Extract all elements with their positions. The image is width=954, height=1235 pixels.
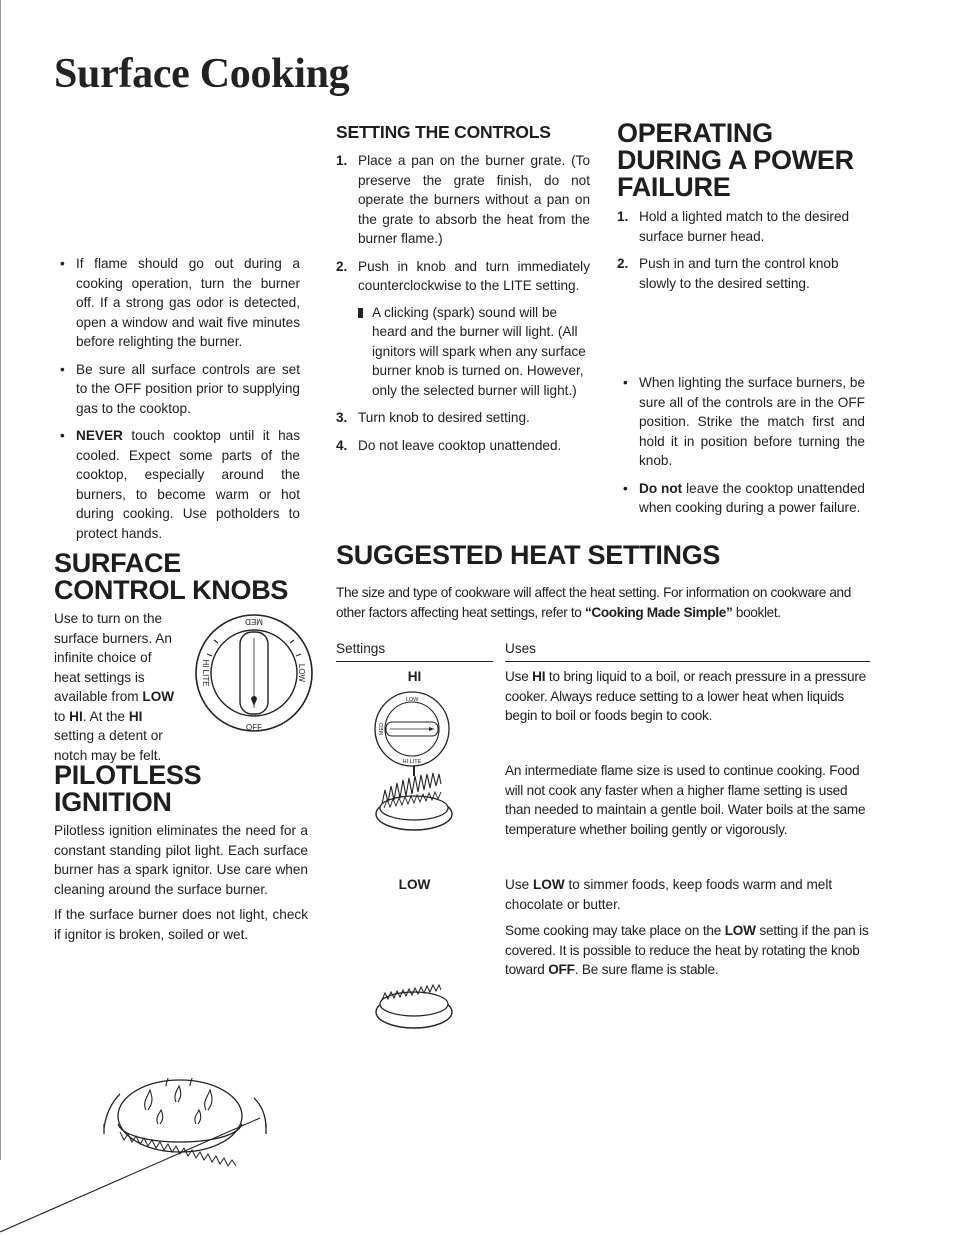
small-dial-hilite-label: HI LITE — [402, 759, 422, 765]
knobs-heading: SURFACE CONTROL KNOBS — [54, 548, 289, 605]
medium-setting-use: An intermediate flame size is used to continue cooking. Food will not cook any faster when a higher flame setting is used than needed to maintain a gentle boil. Water boils at the same temperature whether boiling gently or vigorously. — [505, 763, 866, 837]
high-flame-burner-icon — [372, 764, 456, 842]
pilotless-para: If the surface burner does not light, check if ignitor is broken, soiled or wet. — [54, 907, 308, 942]
power-failure-section — [617, 120, 869, 301]
low-setting-use-2: Some cooking may take place on the LOW setting if the pan is covered. It is possible to reduce the heat by rotating the knob toward OFF. Be sure flame is stable. — [505, 923, 869, 977]
power-bullet: • Do not leave the cooktop unattended when cooking during a power failure. — [623, 480, 865, 515]
small-dial-low-label: LOW — [405, 697, 419, 703]
power-failure-steps — [617, 207, 869, 293]
low-flame-burner-icon — [372, 978, 456, 1034]
control-knob-dial-icon — [192, 610, 316, 736]
page-title: Surface Cooking — [54, 51, 350, 97]
heat-settings-heading: SUGGESTED HEAT SETTINGS — [336, 540, 721, 570]
settings-column-header: Settings — [336, 641, 386, 656]
dial-med-label: MED — [245, 617, 263, 626]
dial-hilite-label: HI LITE — [201, 659, 210, 687]
dial-off-label: OFF — [246, 723, 262, 732]
power-failure-bullets — [617, 373, 865, 526]
step-item: 2. Push in and turn the control knob slowly to the desired setting. — [617, 256, 839, 291]
settings-header-rule — [336, 661, 493, 662]
power-failure-heading: OPERATING DURING A POWER FAILURE — [617, 118, 854, 202]
setting-controls-heading: SETTING THE CONTROLS — [336, 122, 551, 142]
pilotless-heading: PILOTLESS IGNITION — [54, 760, 202, 817]
step-item: 1. Hold a lighted match to the desired surface burner head. — [617, 209, 850, 244]
small-dial-med-label: MED — [379, 722, 385, 736]
setting-controls-steps-cont — [336, 408, 590, 455]
uses-column-header: Uses — [505, 641, 536, 656]
low-setting-label: LOW — [398, 877, 431, 892]
hi-setting-label: HI — [407, 669, 422, 684]
uses-header-rule — [505, 661, 870, 662]
small-knob-dial-icon — [372, 689, 452, 769]
safety-bullet-list — [54, 254, 300, 543]
step-item: 3. Turn knob to desired setting. — [336, 410, 530, 425]
knobs-description: Use to turn on the surface burners. An infinite choice of heat settings is available from LOW to HI. At the HI setting a detent or notch may be felt. — [54, 611, 175, 763]
pilotless-body — [54, 821, 308, 944]
power-bullet: • When lighting the surface burners, be sure all of the controls are in the OFF position. Strike the match first and hold it in position before turning the knob. — [623, 375, 865, 468]
pilotless-para: Pilotless ignition eliminates the need for a constant standing pilot light. Each surface burner has a spark ignitor. Use care when cleaning around the surface burner. — [54, 823, 308, 897]
step-item: 2. Push in knob and turn immediately counterclockwise to the LITE setting. — [336, 258, 590, 293]
safety-bullets — [54, 254, 300, 551]
safety-bullet: • NEVER touch cooktop until it has cooled. Expect some parts of the cooktop, especially around the burners, to become warm or hot during cooking. Use potholders to protect hands. — [60, 428, 300, 541]
heat-settings-intro: The size and type of cookware will affect the heat setting. For information on cookware and other factors affecting heat settings, refer to “Cooking Made Simple” booklet. — [336, 585, 851, 620]
page-edge-rule — [0, 0, 1, 1160]
low-setting-use: Use LOW to simmer foods, keep foods warm and melt chocolate or butter. — [505, 877, 833, 912]
step-item: 1. Place a pan on the burner grate. (To preserve the grate finish, do not operate the burners without a pan on the grate to absorb the heat from the burner flame.) — [336, 153, 590, 246]
safety-bullet: • If flame should go out during a cooking operation, turn the burner off. If a strong gas odor is detected, open a window and wait five minutes before relighting the burner. — [60, 256, 300, 349]
step-item: 4. Do not leave cooktop unattended. — [336, 437, 562, 453]
safety-bullet: • Be sure all surface controls are set to the OFF position prior to supplying gas to the cooktop. — [60, 361, 300, 416]
dial-low-label: LOW — [297, 663, 306, 683]
spark-note: A clicking (spark) sound will be heard and the burner will light. (All ignitors will spark when any surface burner knob is turned on. However, only the selected burner will light.) — [336, 303, 590, 401]
hi-setting-use: Use HI to bring liquid to a boil, or reach pressure in a pressure cooker. Always reduce setting to a lower heat when liquids begin to boil or foods begin to cook. — [505, 669, 867, 723]
setting-controls-steps — [336, 151, 590, 296]
burner-sketch-icon — [0, 1074, 280, 1235]
setting-controls-section — [336, 122, 590, 463]
